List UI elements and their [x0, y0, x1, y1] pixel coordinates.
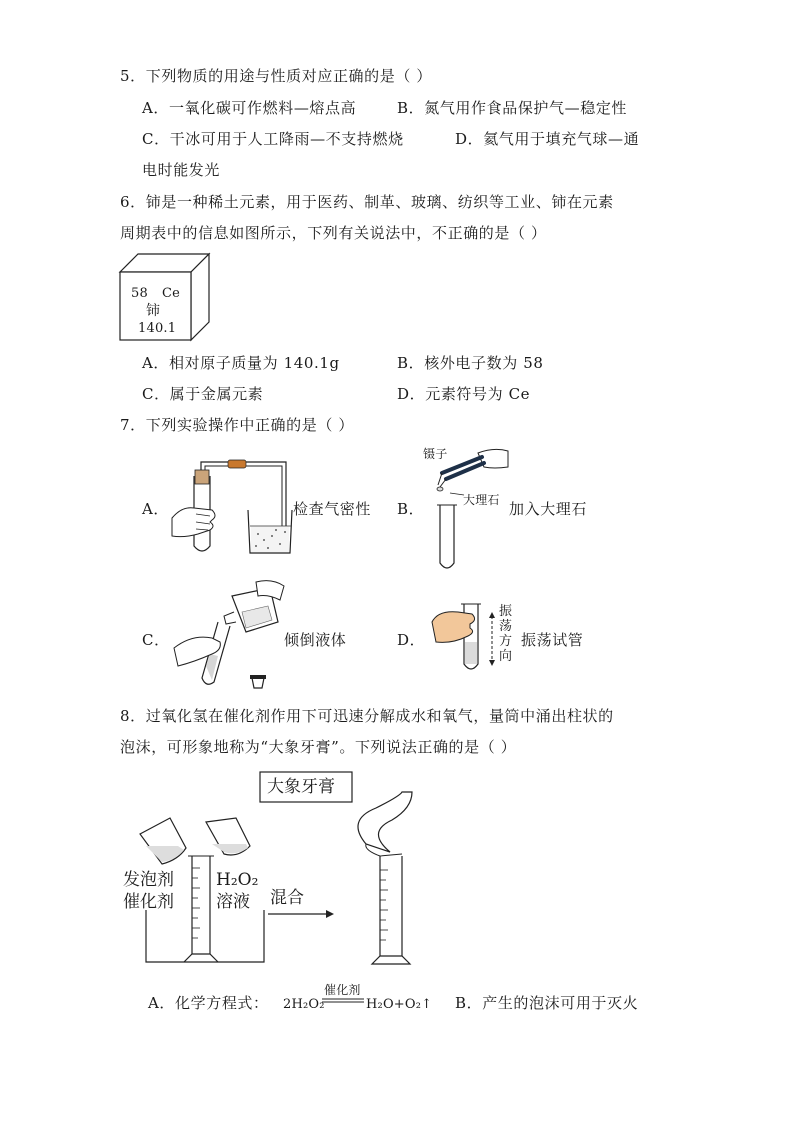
q6-option-b[interactable]: B．核外电子数为 58 [397, 354, 544, 372]
elephant-toothpaste-label: 大象牙膏 [267, 777, 335, 797]
q8-option-b[interactable]: B．产生的泡沫可用于灭火 [455, 994, 639, 1012]
equation-left: 2H₂O₂ [283, 997, 325, 1012]
q7-option-c[interactable]: C． [142, 631, 170, 649]
q6-option-d[interactable]: D．元素符号为 Ce [397, 385, 531, 403]
q6-stem-line2: 周期表中的信息如图所示，下列有关说法中，不正确的是（ ） [120, 224, 547, 242]
q7-option-b-text: 加入大理石 [509, 500, 588, 518]
q8-option-a[interactable]: A．化学方程式： [148, 994, 269, 1012]
q7-option-c-text: 倾倒液体 [284, 631, 347, 649]
q6-stem-line1: 6．铈是一种稀土元素，用于医药、制革、玻璃、纺织等工业、铈在元素 [120, 193, 614, 211]
equation-right: H₂O+O₂↑ [366, 997, 433, 1012]
equation-equals-sign [322, 998, 364, 1004]
q6-option-c[interactable]: C．属于金属元素 [142, 385, 264, 403]
h2o2-label: H₂O₂ [216, 870, 259, 890]
element-name: 铈 [146, 303, 160, 319]
q6-option-a[interactable]: A．相对原子质量为 140.1g [142, 354, 340, 372]
q7-option-a[interactable]: A． [142, 500, 170, 518]
q7-option-a-text: 检查气密性 [293, 500, 372, 518]
solution-label: 溶液 [216, 892, 250, 912]
q5-option-c[interactable]: C．干冰可用于人工降雨—不支持燃烧 [142, 130, 404, 148]
elephant-toothpaste-figure [140, 772, 412, 972]
q7-stem: 7．下列实验操作中正确的是（ ） [120, 416, 354, 434]
shake-direction-char-4: 向 [499, 649, 513, 664]
shake-direction-char-1: 振 [499, 604, 513, 619]
catalyst-label: 催化剂 [123, 892, 174, 912]
shake-testtube-figure [428, 598, 498, 678]
foaming-agent-label: 发泡剂 [123, 870, 174, 890]
shake-direction-char-3: 方 [499, 634, 513, 649]
element-symbol: Ce [162, 286, 181, 301]
q8-stem-line2: 泡沫，可形象地称为“大象牙膏”。下列说法正确的是（ ） [120, 738, 517, 756]
q7-option-d[interactable]: D． [397, 631, 426, 649]
element-number: 58 [131, 286, 148, 301]
q7-option-d-text: 振荡试管 [521, 631, 584, 649]
q5-option-a[interactable]: A．一氧化碳可作燃料—熔点高 [142, 99, 357, 117]
q5-option-b[interactable]: B．氮气用作食品保护气—稳定性 [397, 99, 628, 117]
airtightness-apparatus-figure [168, 458, 293, 558]
marble-label: 大理石 [463, 493, 500, 507]
q5-stem: 5．下列物质的用途与性质对应正确的是（ ） [120, 67, 432, 85]
shake-direction-char-2: 荡 [499, 619, 513, 634]
tweezers-testtube-figure [428, 445, 518, 575]
q5-option-d-cont: 电时能发光 [142, 161, 221, 179]
element-mass: 140.1 [138, 321, 177, 336]
q7-option-b[interactable]: B． [397, 500, 425, 518]
q5-option-d[interactable]: D．氦气用于填充气球—通 [455, 130, 640, 148]
tweezers-label: 镊子 [423, 447, 448, 461]
pour-liquid-figure [172, 582, 284, 694]
mix-label: 混合 [270, 888, 304, 908]
q8-stem-line1: 8．过氧化氢在催化剂作用下可迅速分解成水和氧气，量筒中涌出柱状的 [120, 707, 614, 725]
equation-catalyst: 催化剂 [324, 983, 361, 997]
